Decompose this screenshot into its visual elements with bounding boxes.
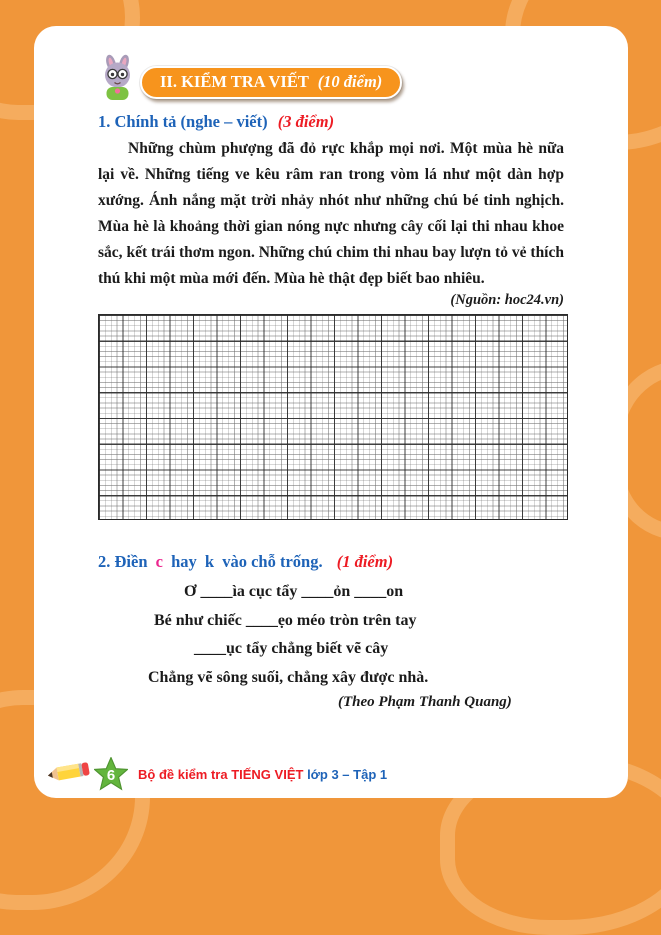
section1-title: 1. Chính tả (nghe – viết) bbox=[98, 112, 268, 131]
section2-heading bbox=[98, 552, 397, 572]
pencil-icon bbox=[46, 759, 91, 789]
badge-points: (10 điểm) bbox=[317, 72, 383, 91]
section-badge bbox=[140, 66, 402, 99]
handwriting-grid bbox=[98, 314, 568, 520]
page-footer bbox=[48, 756, 387, 792]
section2-letter-c: c bbox=[155, 552, 163, 571]
page-number: 6 bbox=[106, 767, 116, 784]
section1-heading bbox=[98, 112, 334, 132]
poem-line: Ơ ____ìa cục tẩy ____ỏn ____on bbox=[184, 583, 404, 600]
dictation-paragraph: Những chùm phượng đã đỏ rực khắp mọi nơi. Một mùa hè nữa lại về. Những tiếng ve kêu râm ran trong vòm lá như một dàn hợp xướng. Ánh nắng mặt trời nhảy nhót như những chú bé tinh nghịch. Mùa hè là khoảng thời gian nóng nực nhưng cây cối lại thi nhau khoe sắc, kết trái thơm ngon. Những chú chim thi nhau bay lượn tỏ vẻ thích thú khi một mùa mới đến. Mùa hè thật đẹp biết bao nhiêu. bbox=[98, 140, 564, 287]
badge-title: II. KIỂM TRA VIẾT bbox=[160, 72, 309, 91]
section2-word-hay: hay bbox=[171, 552, 197, 571]
poem-line: Bé như chiếc ____ẹo méo tròn trên tay bbox=[154, 611, 417, 629]
section1-points: (3 điểm) bbox=[277, 112, 335, 131]
source-citation: (Nguồn: hoc24.vn) bbox=[450, 292, 564, 308]
section2-prefix: 2. Điền bbox=[98, 552, 148, 571]
book-title-red: Bộ đề kiểm tra TIẾNG VIỆT bbox=[138, 766, 304, 782]
poem-line: ____ục tẩy chẳng biết vẽ cây bbox=[194, 640, 389, 657]
poem-attribution: (Theo Phạm Thanh Quang) bbox=[338, 694, 512, 710]
poem bbox=[98, 578, 428, 692]
book-title-blue: lớp 3 – Tập 1 bbox=[307, 766, 388, 782]
page-number-star bbox=[94, 757, 128, 791]
section2-suffix: vào chỗ trống. bbox=[222, 552, 323, 571]
worksheet-page bbox=[34, 26, 628, 798]
book-title bbox=[138, 767, 387, 782]
mascot-icon bbox=[98, 54, 138, 107]
poem-line: Chẳng vẽ sông suối, chẳng xây được nhà. bbox=[148, 668, 429, 686]
section2-points: (1 điểm) bbox=[336, 552, 394, 571]
section2-letter-k: k bbox=[204, 552, 215, 571]
